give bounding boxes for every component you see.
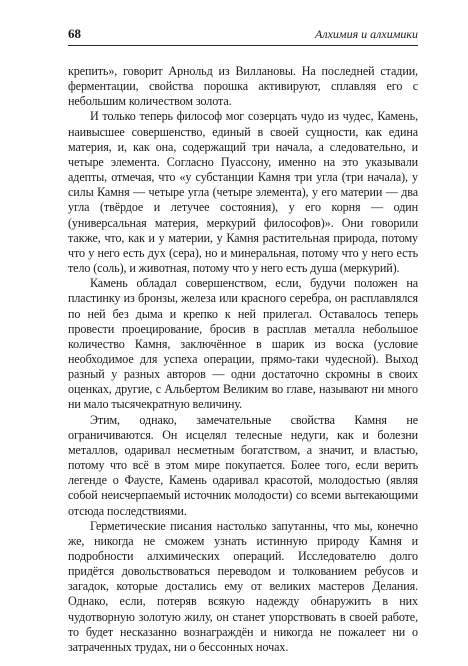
page-header (68, 27, 418, 46)
page-number: 68 (68, 26, 81, 41)
running-title: Алхимия и алхимики (315, 27, 418, 41)
paragraph: И только теперь философ мог созерцать чудо из чудес, Камень, наивысшее совершенство, единый в своей сущности, как едина материя, и, как она, содержащий три начала, а следовательно, и четыре элемента. Согласно Пуассону, именно на это указывали адепты, отмечая, что «у субстанции Камня три угла (три начала), у силы Камня — четыре угла (четыре элемента), у его материи — два угла (твёрдое и летучее состояния), у его корня — один (универсальная материя, меркурий философов)». Они говорили также, что, как и у материи, у Камня растительная природа, потому что у него есть дух (сера), но и минеральная, потому что у него есть тело (соль), и животная, потому что у него есть душа (меркурий). (68, 109, 418, 276)
paragraph: Герметические писания настолько запутанны, что мы, конечно же, никогда не сможем узнать истинную природу Камня и подробности алхимических операций. Исследователю долго придётся довольствоваться переводом и толкованием ребусов и загадок, которые достались ему от великих мастеров Делания. Однако, если, потеряв всякую надежду обнаружить в них чудотворную золотую жилу, он станет упорствовать в своей работе, то будет несказанно вознаграждён и никогда не пожалеет ни о затраченных трудах, ни о бессонных ночах. (68, 518, 418, 654)
paragraph: Этим, однако, замечательные свойства Камня не ограничиваются. Он исцелял телесные недуги, как и болезни металлов, одаривал несметным богатством, а значит, и властью, потому что всё в этом мире покупается. Более того, если верить легенде о Фаусте, Камень одаривал красотой, молодостью (являя собой неисчерпаемый источник молодости) со всеми вытекающими отсюда последствиями. (68, 412, 418, 518)
body-text (68, 64, 418, 655)
paragraph: Камень обладал совершенством, если, будучи положен на пластинку из бронзы, железа или красного серебра, он расплавлялся по ней без дыма и крепко к ней прилегал. Оставалось теперь провести проецирование, бросив в расплав металла небольшое количество Камня, заключённое в шарик из воска (условие необходимое для успеха операции, прямо-таки чудесной). Выход разный у разных авторов — одни достаточно скромны в своих оценках, другие, с Альбертом Великим во главе, называют ни много ни мало тысячекратную величину. (68, 276, 418, 412)
paragraph-continuation: крепить», говорит Арнольд из Виллановы. На последней стадии, ферментации, свойства порошка активируют, сплавляя его с небольшим количеством золота. (68, 64, 418, 109)
